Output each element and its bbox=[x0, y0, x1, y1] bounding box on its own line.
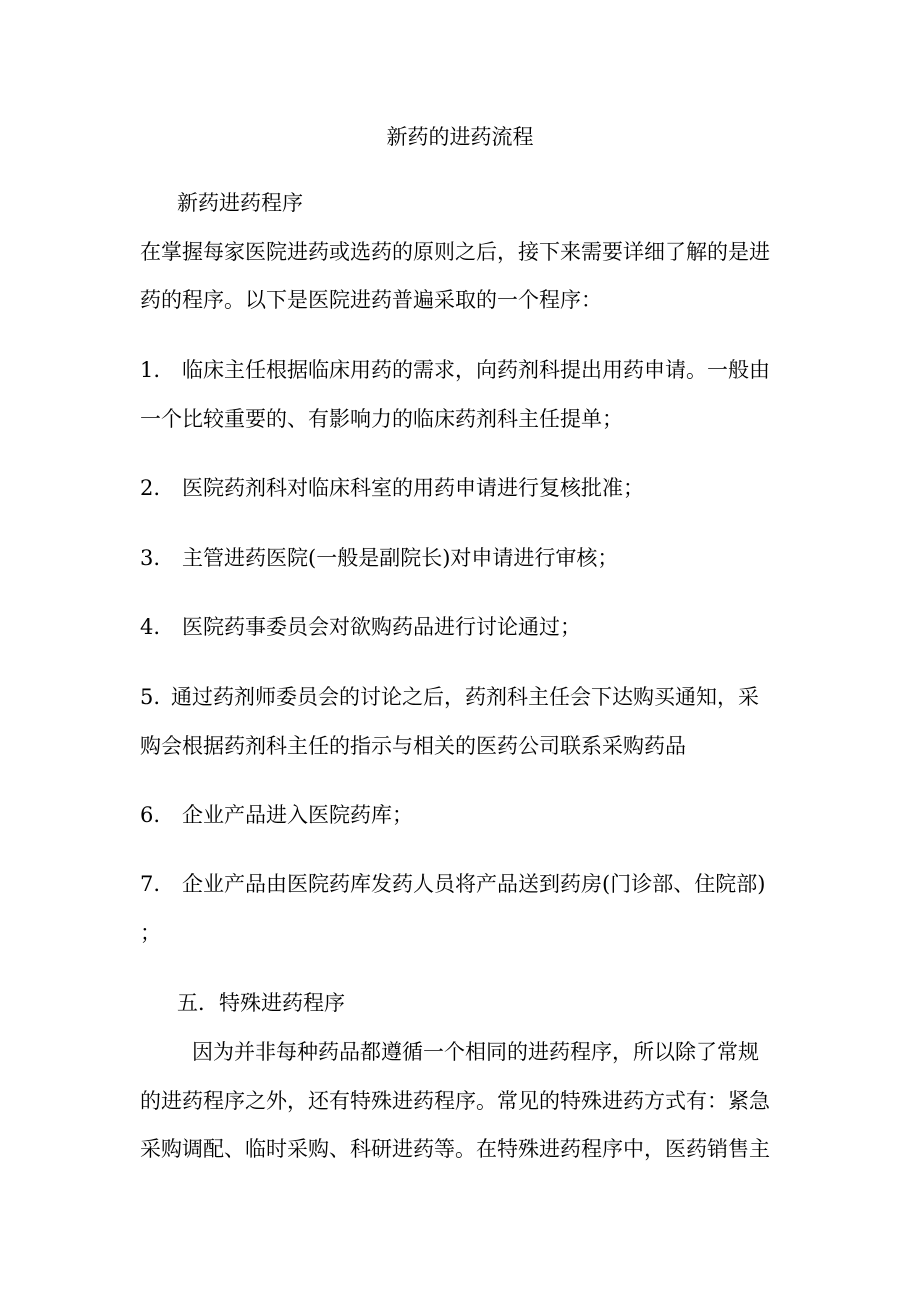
step-4 bbox=[140, 612, 581, 642]
step-6 bbox=[140, 800, 413, 830]
step-3 bbox=[140, 543, 618, 573]
step-7-number: 7. bbox=[140, 872, 161, 896]
section2-line-3: 采购调配、临时采购、科研进药等。在特殊进药程序中，医药销售主 bbox=[140, 1137, 770, 1161]
intro-line-2: 药的程序。以下是医院进药普遍采取的一个程序： bbox=[140, 288, 602, 312]
step-5-text: 通过药剂师委员会的讨论之后，药剂科主任会下达购买通知，采 bbox=[171, 685, 759, 709]
step-7-line-1 bbox=[140, 869, 765, 899]
section-heading-new-drug-procedure: 新药进药程序 bbox=[177, 191, 303, 215]
step-6-text: 企业产品进入医院药库； bbox=[182, 803, 413, 827]
step-1-text: 临床主任根据临床用药的需求，向药剂科提出用药申请。一般由 bbox=[182, 358, 770, 382]
step-4-number: 4. bbox=[140, 615, 161, 639]
step-1-line-1 bbox=[140, 355, 770, 385]
step-1-number: 1. bbox=[140, 358, 161, 382]
step-2-number: 2. bbox=[140, 476, 161, 500]
section2-line-1: 因为并非每种药品都遵循一个相同的进药程序，所以除了常规 bbox=[192, 1040, 759, 1064]
step-7-text: 企业产品由医院药库发药人员将产品送到药房(门诊部、住院部) bbox=[182, 872, 766, 896]
document-title: 新药的进药流程 bbox=[386, 125, 534, 149]
step-7-line-2: ； bbox=[140, 921, 161, 945]
step-3-text: 主管进药医院(一般是副院长)对申请进行审核； bbox=[182, 546, 619, 570]
step-5-number: 5. bbox=[140, 685, 161, 709]
step-2-text: 医院药剂科对临床科室的用药申请进行复核批准； bbox=[182, 476, 644, 500]
step-6-number: 6. bbox=[140, 803, 161, 827]
step-5-line-2: 购会根据药剂科主任的指示与相关的医药公司联系采购药品 bbox=[140, 734, 686, 758]
step-4-text: 医院药事委员会对欲购药品进行讨论通过； bbox=[182, 615, 581, 639]
section2-line-2: 的进药程序之外，还有特殊进药程序。常见的特殊进药方式有：紧急 bbox=[140, 1089, 770, 1113]
step-3-number: 3. bbox=[140, 546, 161, 570]
step-2 bbox=[140, 473, 644, 503]
step-1-line-2: 一个比较重要的、有影响力的临床药剂科主任提单； bbox=[140, 407, 623, 431]
step-5-line-1 bbox=[140, 682, 759, 712]
intro-line-1: 在掌握每家医院进药或选药的原则之后，接下来需要详细了解的是进 bbox=[140, 240, 770, 264]
section-heading-special-procedure: 五．特殊进药程序 bbox=[177, 991, 345, 1015]
